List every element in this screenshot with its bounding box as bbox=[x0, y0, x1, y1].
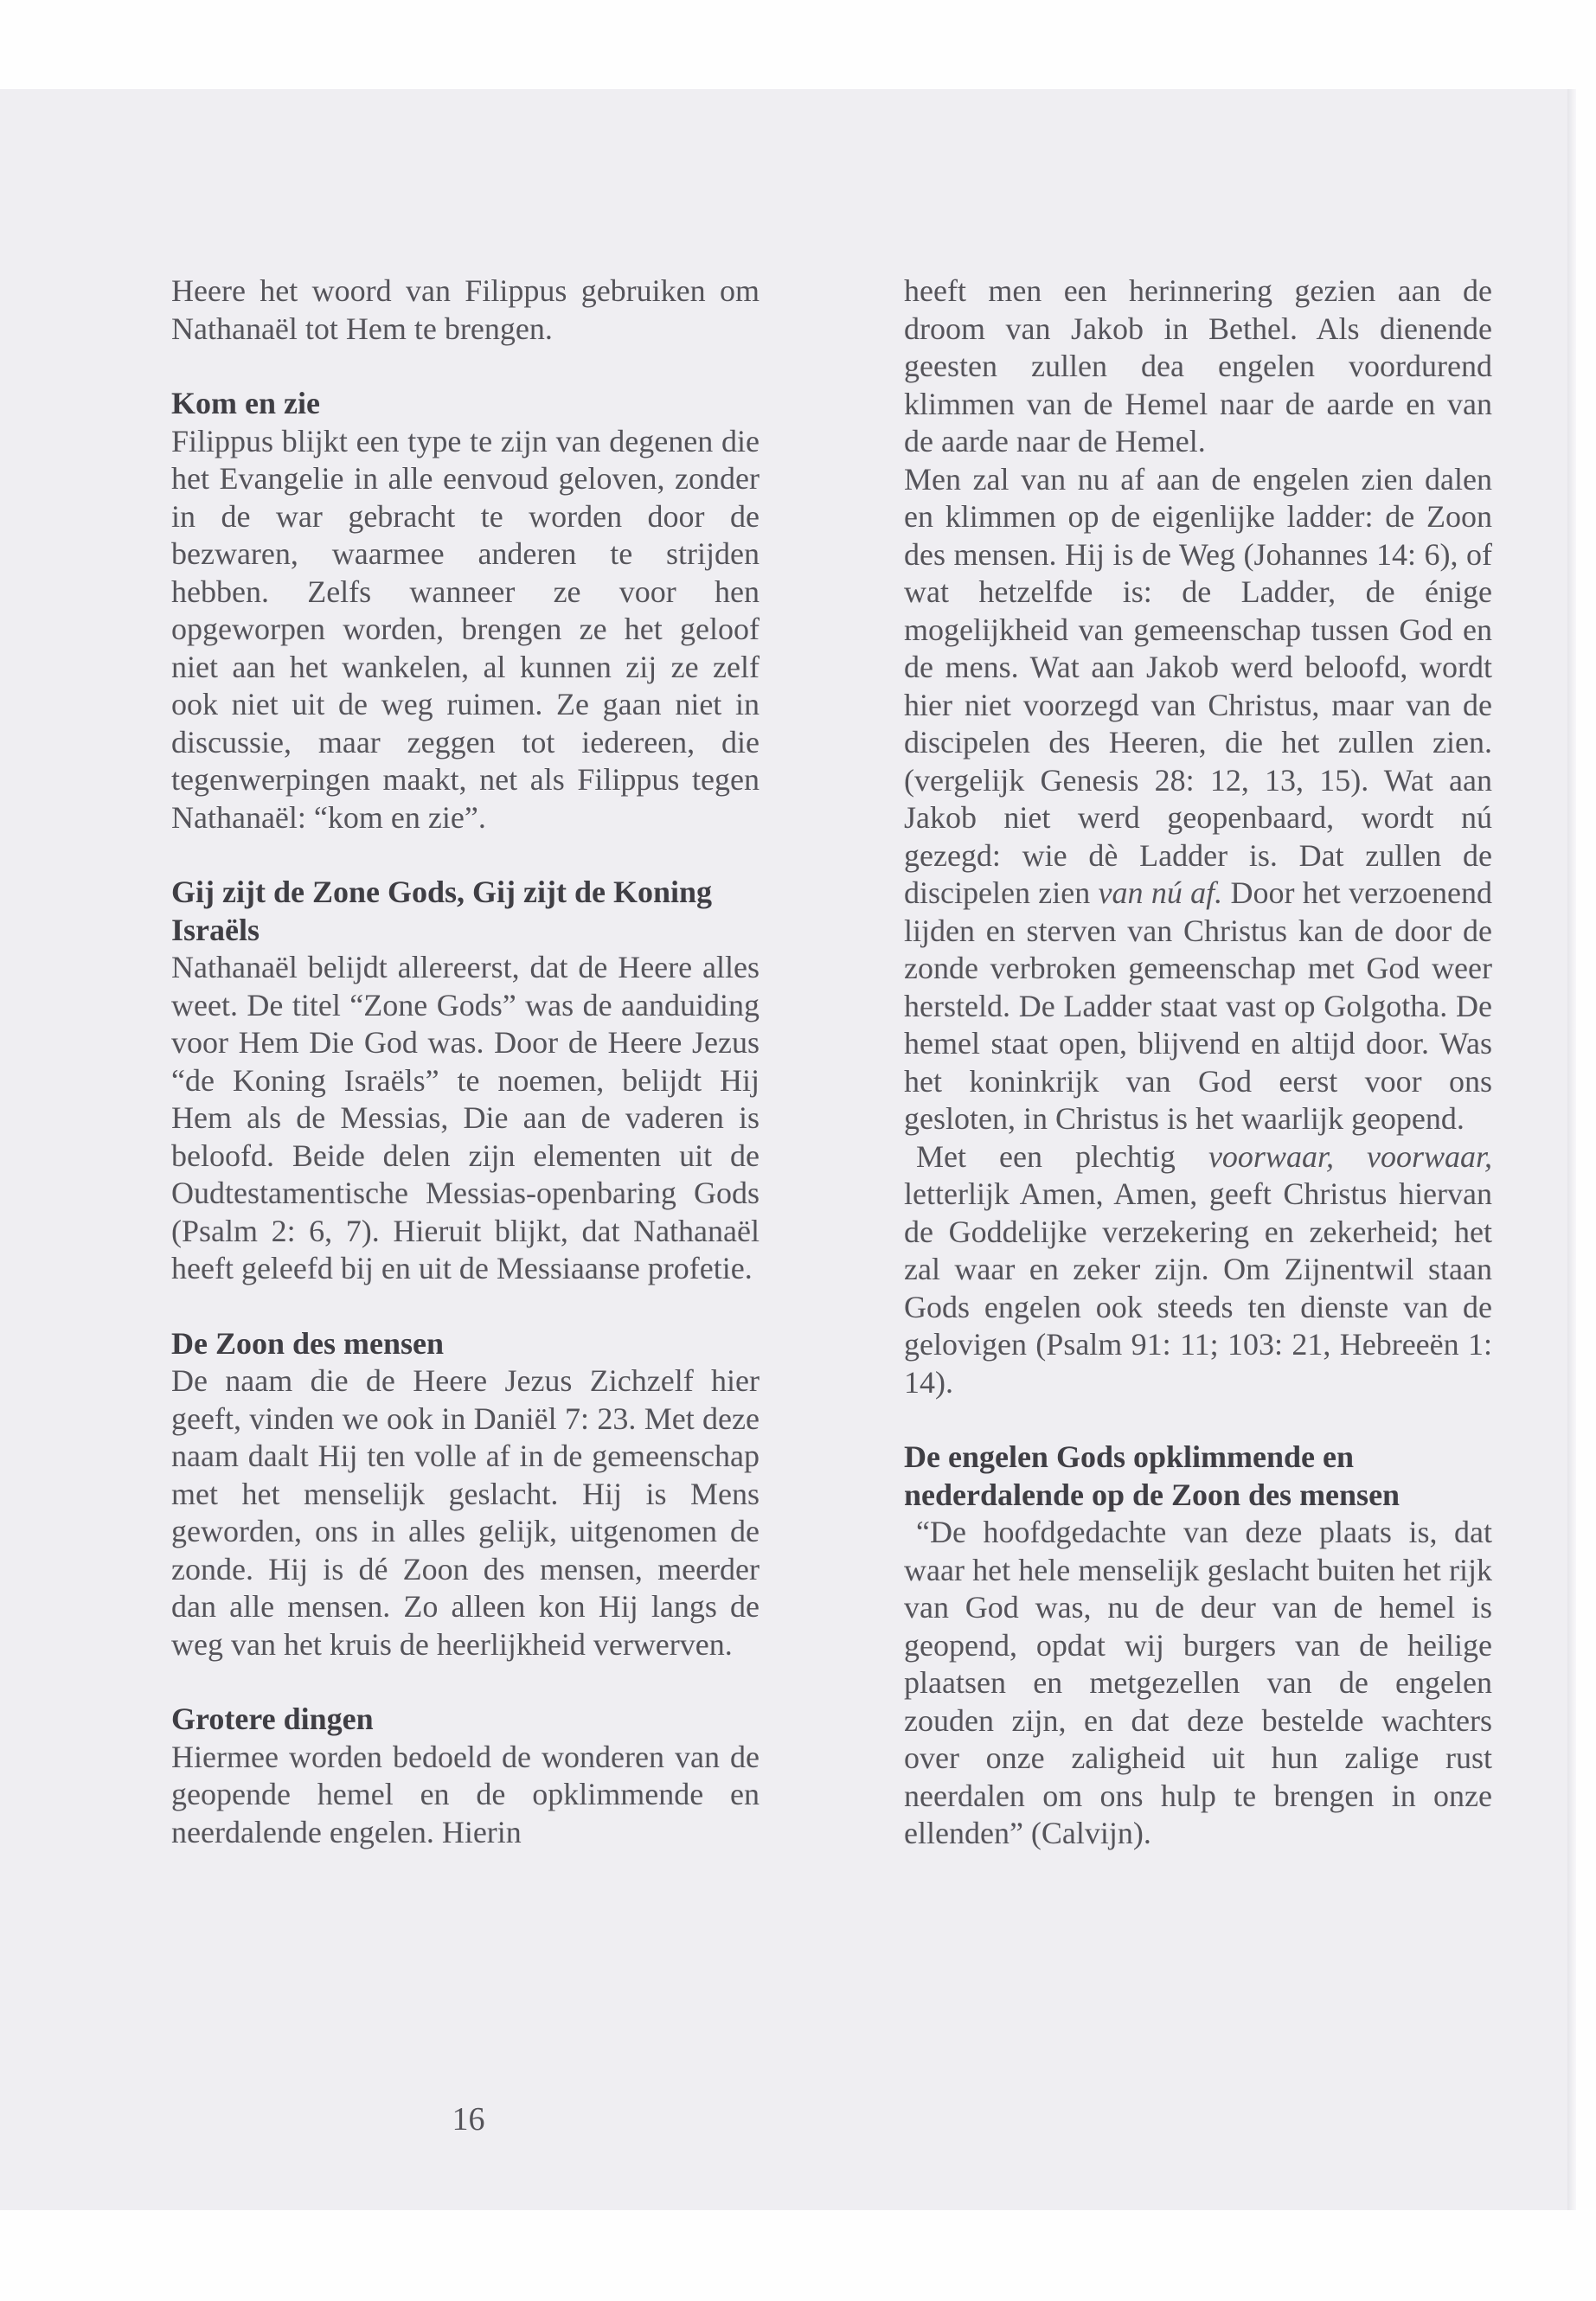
heading-grotere-dingen: Grotere dingen bbox=[171, 1702, 374, 1736]
paragraph-zone-gods: Nathanaël belijdt allereerst, dat de Heere alles weet. De titel “Zone Gods” was de aanduiding voor Hem Die God was. Door de Heere Jezus “de Koning Israëls” te noemen, belijdt Hij Hem als de Messias, Die aan de vaderen is beloofd. Beide delen zijn elementen uit de Oudtestamentische Messias-openbaring Gods (Psalm 2: 6, 7). Hieruit blijkt, dat Nathanaël heeft geleefd bij en uit de Messiaanse profetie. bbox=[171, 950, 760, 1285]
voorwaar-text-a: Met een plechtig bbox=[916, 1138, 1208, 1174]
paragraph-droom-jakob: heeft men een herinnering gezien aan de droom van Jakob in Bethel. Als dienende geesten zullen dea engelen voordurend klimmen van de Hemel naar de aarde en van de aarde naar de Hemel. bbox=[904, 273, 1492, 458]
heading-kom-en-zie: Kom en zie bbox=[171, 386, 320, 420]
voorwaar-text-emphasis: voorwaar, voorwaar, bbox=[1208, 1138, 1492, 1174]
left-column bbox=[171, 272, 760, 1851]
paragraph-voorwaar bbox=[904, 1138, 1492, 1402]
paragraph-kom-en-zie: Filippus blijkt een type te zijn van degenen die het Evangelie in alle eenvoud geloven, zonder in de war gebracht te worden door de bezwaren, waarmee anderen te strijden hebben. Zelfs wanneer ze voor hen opgeworpen worden, brengen ze het geloof niet aan het wankelen, al kunnen zij ze zelf ook niet uit de weg ruimen. Ze gaan niet in discussie, maar zeggen tot iedereen, die tegenwerpingen maakt, net als Filippus tegen Nathanaël: “kom en zie”. bbox=[171, 423, 760, 835]
page-edge bbox=[1567, 89, 1576, 2210]
paragraph-zoon-des-mensen: De naam die de Heere Jezus Zichzelf hier geeft, vinden we ook in Daniël 7: 23. Met deze naam daalt Hij ten volle af in de gemeenschap met het menselijk geslacht. Hij is Mens geworden, ons in alles gelijk, uitgenomen de zonde. Hij is dé Zoon des mensen, meerder dan alle mensen. Zo alleen kon Hij langs de weg van het kruis de heerlijkheid verwerven. bbox=[171, 1363, 760, 1662]
voorwaar-text-b: letterlijk Amen, Amen, geeft Christus hiervan de Goddelijke verzekering en zekerheid; het zal waar en zeker zijn. Om Zijnentwil staan Gods engelen ook steeds ten dienste van de gelovigen (Psalm 91: 11; 103: 21, Hebreeën 1: 14). bbox=[904, 1176, 1492, 1400]
right-column bbox=[904, 272, 1492, 1853]
ladder-text-b: Door het verzoenend lijden en sterven van Christus kan de door de zonde verbroken gemeenschap met God weer hersteld. De Ladder staat vast op Golgotha. De hemel staat open, blijvend en altijd door. Was het koninkrijk van God eerst voor ons gesloten, in Christus is het waarlijk geopend. bbox=[904, 875, 1492, 1136]
paragraph-ladder bbox=[904, 461, 1492, 1138]
heading-engelen-gods: De engelen Gods opklimmende en nederdalende op de Zoon des mensen bbox=[904, 1439, 1401, 1512]
ladder-text-emphasis: van nú af. bbox=[1098, 875, 1223, 910]
paragraph-grotere-dingen: Hiermee worden bedoeld de wonderen van de geopende hemel en de opklimmende en neerdalende engelen. Hierin bbox=[171, 1739, 760, 1849]
paragraph-intro: Heere het woord van Filippus gebruiken om Nathanaël tot Hem te brengen. bbox=[171, 273, 760, 346]
ladder-text-a: Men zal van nu af aan de engelen zien dalen en klimmen op de eigenlijke ladder: de Zoon des mensen. Hij is de Weg (Johannes 14: 6), of wat hetzelfde is: de Ladder, de énige mogelijkheid van gemeenschap tussen God en de mens. Wat aan Jakob werd beloofd, wordt hier niet voorzegd van Christus, maar van de discipelen des Heeren, die het zullen zien. (vergelijk Genesis 28: 12, 13, 15). Wat aan Jakob niet werd geopenbaard, wordt nú gezegd: wie dè Ladder is. Dat zullen de discipelen zien bbox=[904, 461, 1492, 910]
heading-zoon-des-mensen: De Zoon des mensen bbox=[171, 1325, 445, 1361]
paragraph-calvijn-quote: “De hoofdgedachte van deze plaats is, dat waar het hele menselijk geslacht buiten het rijk van God was, nu de deur van de hemel is geopend, opdat wij burgers van de heilige plaatsen en metgezellen van de engelen zouden zijn, en dat deze bestelde wachters over onze zaligheid uit hun zalige rust neerdalen om ons hulp te brengen in onze ellenden” (Calvijn). bbox=[904, 1515, 1492, 1850]
page-number: 16 bbox=[452, 2101, 485, 2138]
heading-zone-gods: Gij zijt de Zone Gods, Gij zijt de Koning Israëls bbox=[171, 875, 712, 947]
